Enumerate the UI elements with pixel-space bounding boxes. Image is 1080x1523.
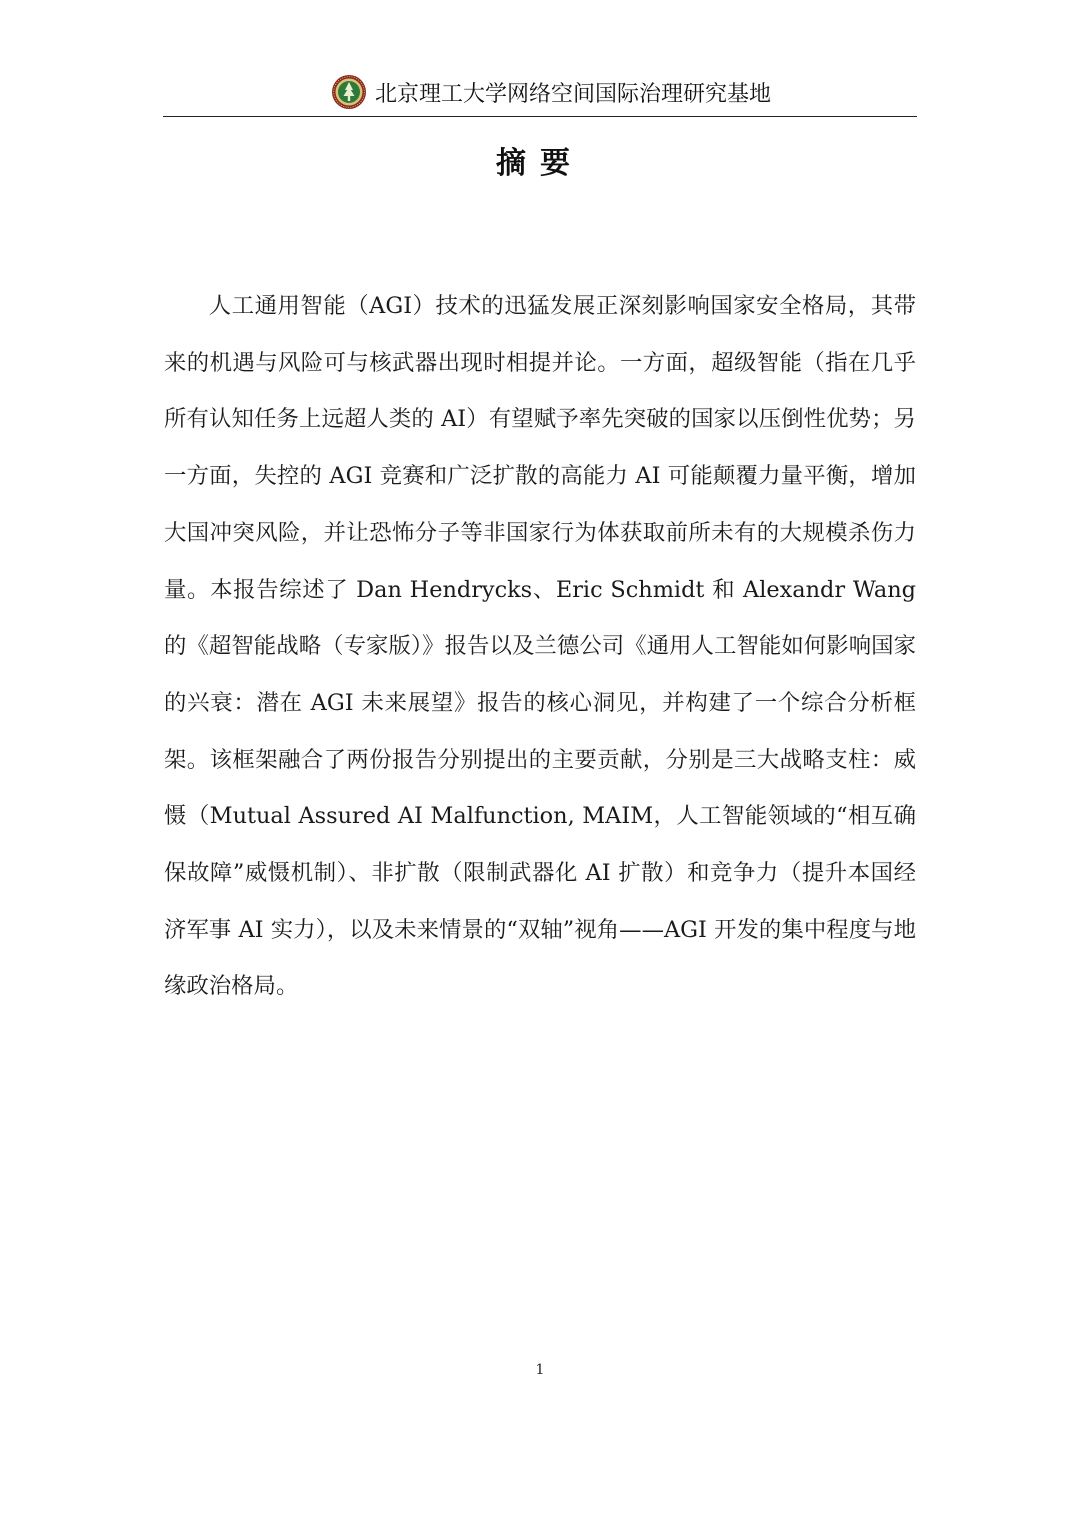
header-inner [331,72,771,112]
abstract-paragraph: 人工通用智能（AGI）技术的迅猛发展正深刻影响国家安全格局，其带来的机遇与风险可与核武器出现时相提并论。一方面，超级智能（指在几乎所有认知任务上远超人类的 AI）有望赋予率先突破的国家以压倒性优势；另一方面，失控的 AGI 竞赛和广泛扩散的高能力 AI 可能颠覆力量平衡，增加大国冲突风险，并让恐怖分子等非国家行为体获取前所未有的大规模杀伤力量。本报告综述了 Dan Hendrycks、Eric Schmidt 和 Alexandr Wang 的《超智能战略（专家版）》报告以及兰德公司《通用人工智能如何影响国家的兴衰：潜在 AGI 未来展望》报告的核心洞见，并构建了一个综合分析框架。该框架融合了两份报告分别提出的主要贡献，分别是三大战略支柱：威慑（Mutual Assured AI Malfunction, MAIM，人工智能领域的“相互确保故障”威慑机制）、非扩散（限制武器化 AI 扩散）和竞争力（提升本国经济军事 AI 实力），以及未来情景的“双轴”视角——AGI 开发的集中程度与地缘政治格局。 [164,293,916,1000]
institution-name: 北京理工大学网络空间国际治理研究基地 [375,81,772,107]
page-header [163,66,917,117]
page-title: 摘要 [496,146,584,181]
page-number: 1 [535,1362,545,1378]
university-seal-icon [331,74,367,110]
